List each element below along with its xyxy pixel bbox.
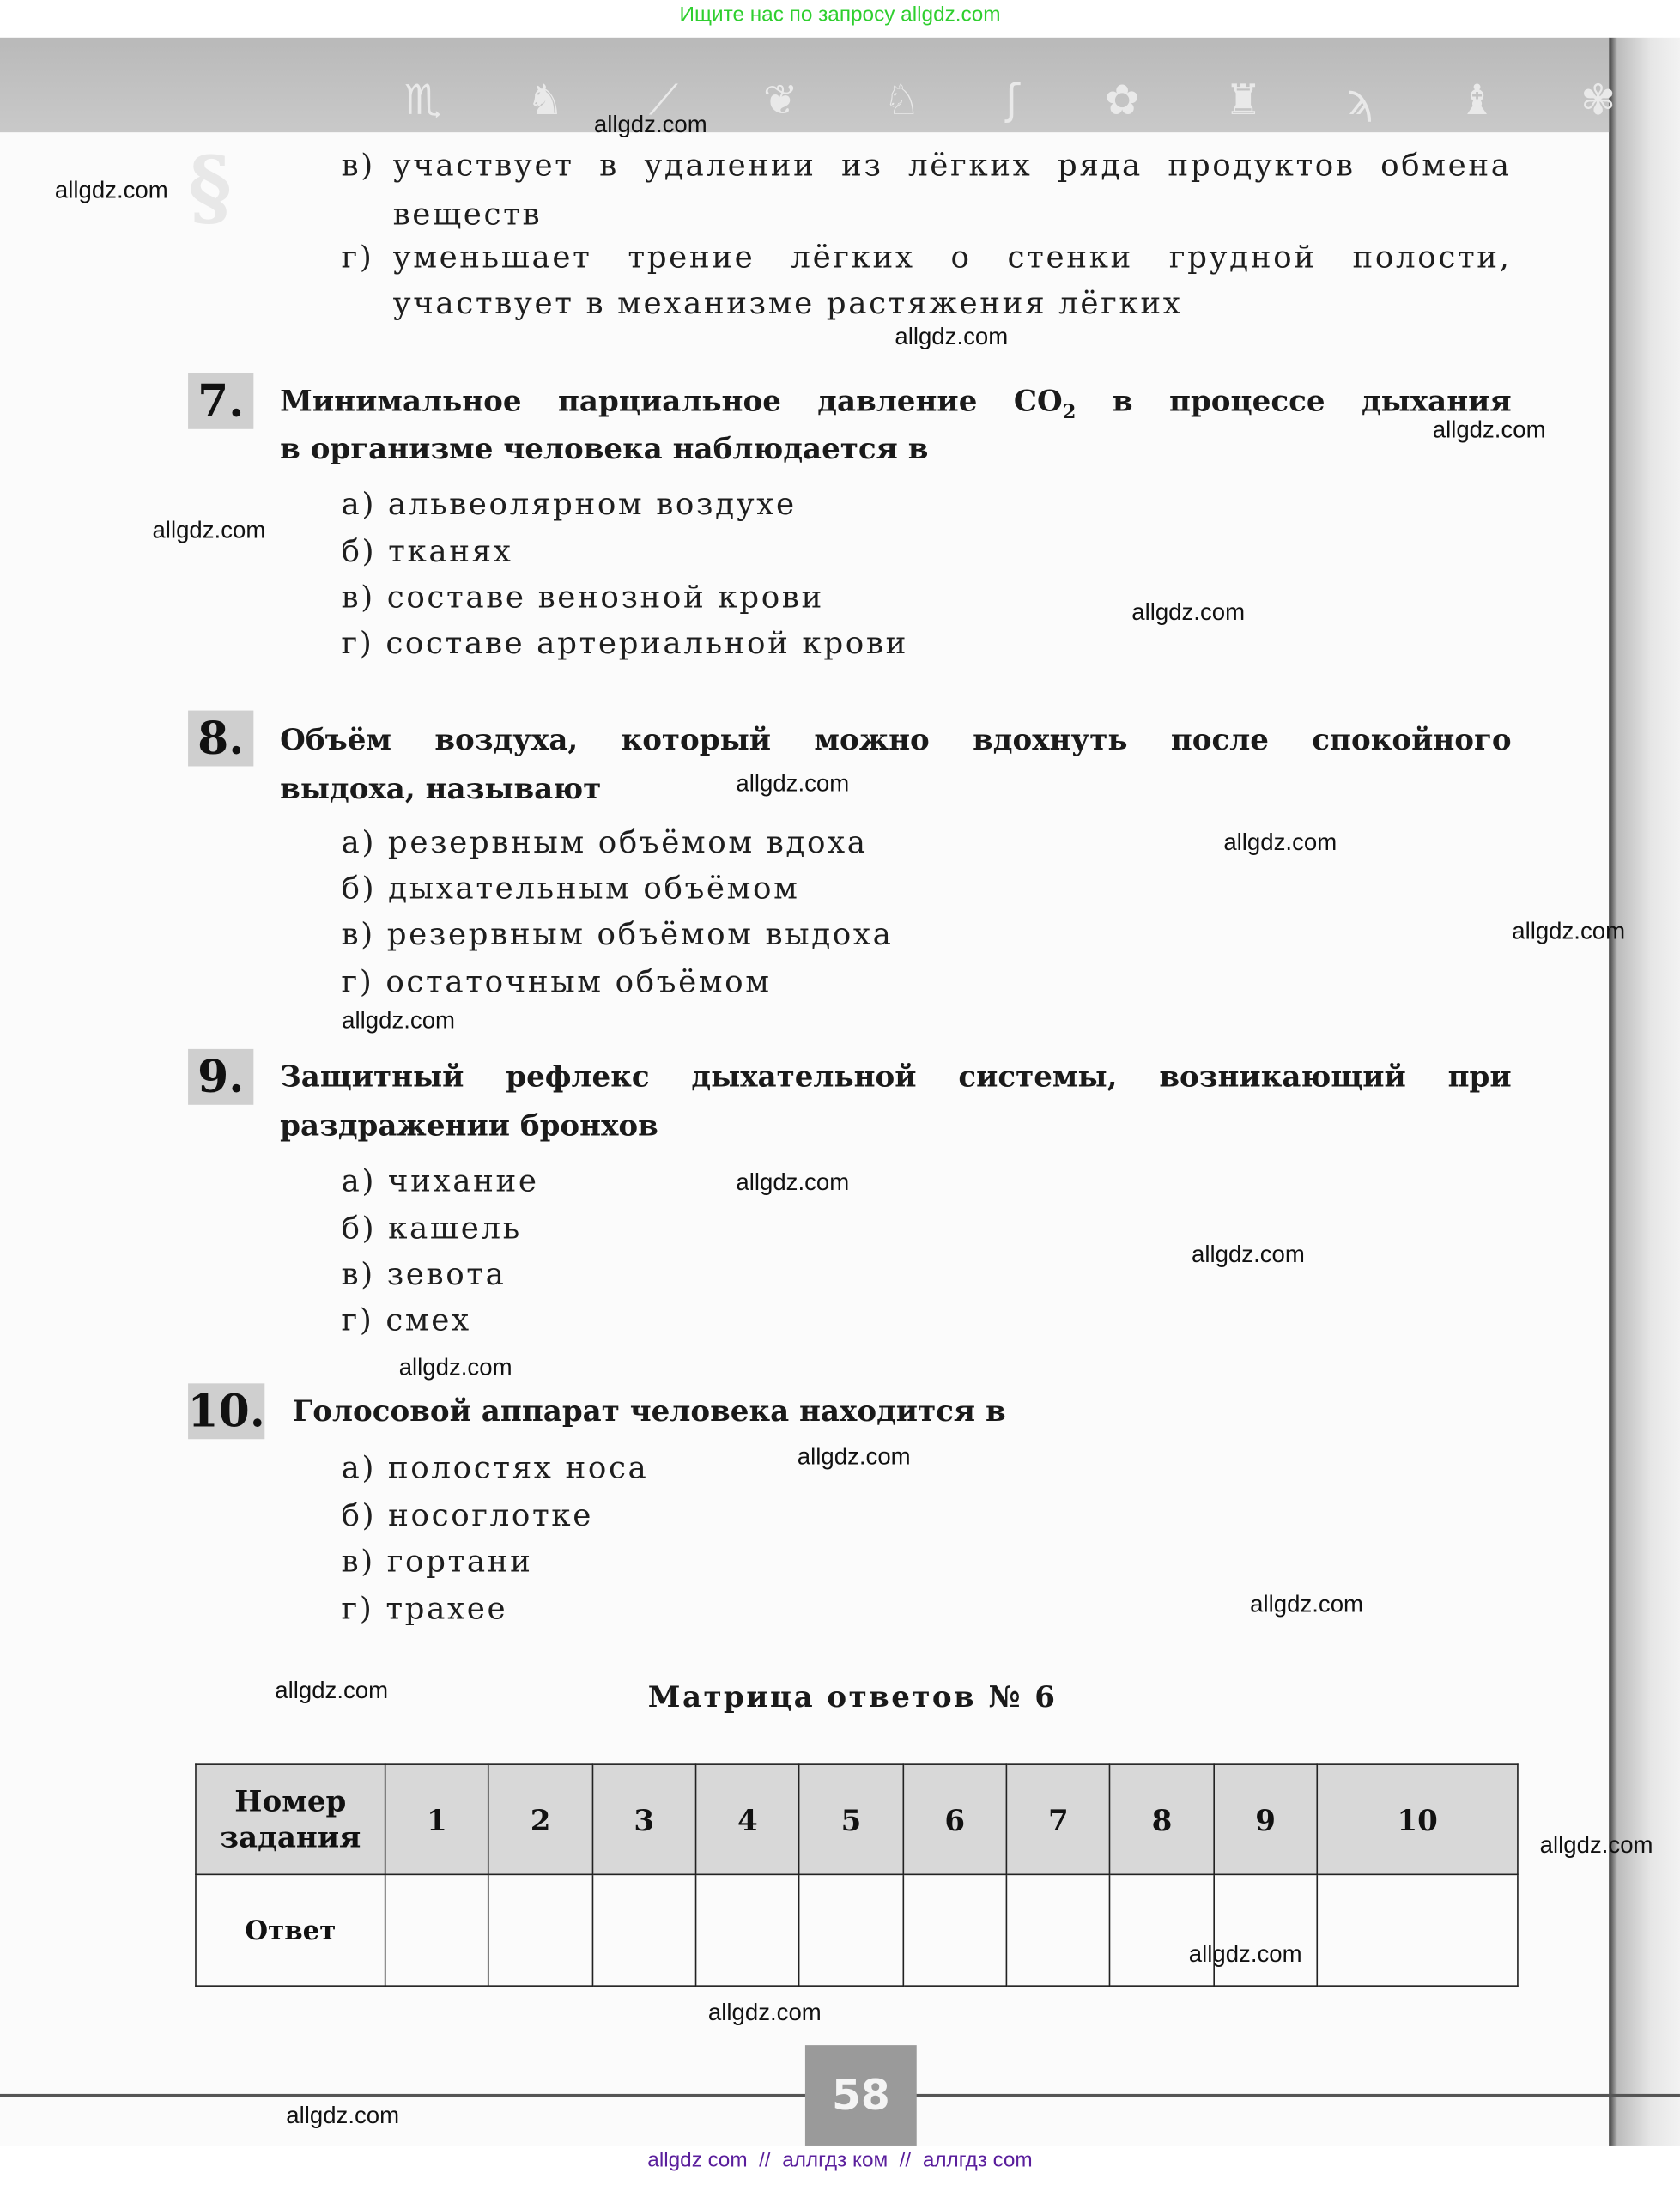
question-10-option-v: в) гортани [341, 1545, 533, 1581]
question-7-number: 7. [188, 373, 253, 429]
question-10-option-b: б) носоглотке [341, 1499, 593, 1534]
bleed-through-decoration: § [188, 139, 233, 237]
moth-icon: ✾ [1580, 76, 1616, 126]
question-8-option-b: б) дыхательным объёмом [341, 871, 800, 907]
question-9-number: 9. [188, 1049, 253, 1105]
question-10-option-g: г) трахее [341, 1592, 508, 1628]
bird-icon: ⟋ [648, 76, 678, 126]
question-9-option-b: б) кашель [341, 1211, 522, 1247]
question-10-number: 10. [187, 1384, 265, 1438]
fish-icon: ❦ [762, 76, 798, 126]
answer-cell-4[interactable] [696, 1874, 800, 1986]
question-7-text-line1: Минимальное парциальное давление $CO_2$ в процессе дыхания [280, 383, 1512, 424]
animal-silhouettes-decoration [404, 56, 1616, 125]
watermark: allgdz.com [1192, 1241, 1305, 1268]
question-7-option-g: г) составе артериальной крови [341, 627, 908, 662]
question-10-option-a: а) полостях носа [341, 1451, 649, 1487]
matrix-column-3: 3 [592, 1764, 696, 1874]
watermark: allgdz.com [1223, 828, 1337, 856]
watermark: allgdz.com [398, 1354, 512, 1381]
matrix-column-4: 4 [696, 1764, 800, 1874]
search-banner[interactable]: Ищите нас по запросу allgdz.com [679, 3, 1001, 27]
question-9-option-a: а) чихание [341, 1164, 539, 1200]
question-8-text-line1: Объём воздуха, который можно вдохнуть после спокойного [280, 721, 1512, 757]
question-7-option-v: в) составе венозной крови [341, 580, 824, 616]
matrix-header-label: Номер задания [196, 1764, 385, 1874]
question-7-option-b: б) тканях [341, 535, 513, 570]
watermark: allgdz.com [1512, 918, 1626, 945]
watermark: allgdz.com [736, 1168, 850, 1196]
continuation-g-line1: уменьшает трение лёгких о стенки грудной полости, [392, 240, 1512, 276]
watermark: allgdz.com [797, 1443, 911, 1470]
butterfly-icon: ✿ [1104, 76, 1140, 126]
watermark: allgdz.com [895, 323, 1009, 350]
question-8-option-v: в) резервным объёмом выдоха [341, 918, 894, 953]
bison-icon: ♜ [1224, 76, 1263, 126]
continuation-g-line2: участвует в механизме растяжения лёгких [392, 287, 1183, 322]
answer-cell-3[interactable] [592, 1874, 696, 1986]
watermark: allgdz.com [1188, 1940, 1302, 1968]
matrix-column-1: 1 [385, 1764, 489, 1874]
answer-cell-9[interactable] [1214, 1874, 1318, 1986]
answer-cell-6[interactable] [903, 1874, 1007, 1986]
continuation-letter-v: в) [341, 149, 375, 185]
matrix-column-5: 5 [799, 1764, 903, 1874]
continuation-v-line2: веществ [392, 197, 543, 233]
matrix-column-8: 8 [1110, 1764, 1214, 1874]
watermark: allgdz.com [1250, 1591, 1364, 1618]
answer-cell-5[interactable] [799, 1874, 903, 1986]
scorpion-icon: ♏ [403, 76, 442, 126]
matrix-answer-row [196, 1874, 1518, 1986]
seahorse-icon: ʃ [1005, 76, 1020, 126]
answer-cell-8[interactable] [1110, 1874, 1214, 1986]
question-7-text-line2: в организме человека наблюдается в [280, 430, 929, 465]
question-9-option-v: в) зевота [341, 1258, 506, 1293]
question-7-option-a: а) альвеолярном воздухе [341, 487, 797, 523]
matrix-column-7: 7 [1007, 1764, 1111, 1874]
watermark: allgdz.com [1432, 416, 1546, 444]
answer-matrix-title: Матрица ответов № 6 [647, 1678, 1058, 1714]
watermark: allgdz.com [593, 111, 707, 138]
question-9-text-line1: Защитный рефлекс дыхательной системы, возникающий при [280, 1059, 1512, 1094]
question-9-text-line2: раздражении бронхов [280, 1108, 658, 1143]
watermark: allgdz.com [707, 1999, 822, 2026]
matrix-answer-label: Ответ [196, 1874, 385, 1986]
watermark: allgdz.com [152, 517, 266, 543]
watermark: allgdz.com [1539, 1831, 1653, 1859]
watermark: allgdz.com [275, 1677, 389, 1704]
question-8-option-a: а) резервным объёмом вдоха [341, 826, 868, 861]
matrix-column-9: 9 [1214, 1764, 1318, 1874]
continuation-letter-g: г) [341, 240, 374, 276]
horse-icon: ♞ [526, 76, 564, 126]
ostrich-icon: ϡ [1347, 76, 1374, 126]
watermark: allgdz.com [1131, 598, 1246, 626]
matrix-column-6: 6 [903, 1764, 1007, 1874]
question-8-text-line2: выдоха, называют [280, 770, 602, 805]
question-8-number: 8. [188, 711, 253, 767]
watermark: allgdz.com [342, 1007, 456, 1035]
watermark: allgdz.com [286, 2102, 400, 2129]
matrix-column-10: 10 [1317, 1764, 1518, 1874]
continuation-v-line1: участвует в удалении из лёгких ряда продуктов обмена [392, 149, 1512, 185]
answer-cell-1[interactable] [385, 1874, 489, 1986]
question-9-option-g: г) смех [341, 1303, 471, 1339]
watermark: allgdz.com [54, 177, 168, 203]
answer-cell-7[interactable] [1007, 1874, 1111, 1986]
antelope-icon: ♘ [882, 76, 921, 126]
page-edge [1609, 38, 1680, 2146]
answer-matrix-table [195, 1763, 1519, 1987]
answer-cell-2[interactable] [488, 1874, 592, 1986]
kangaroo-icon: ♝ [1458, 76, 1496, 126]
page-number: 58 [805, 2045, 917, 2146]
watermark: allgdz.com [736, 770, 850, 798]
question-10-text: Голосовой аппарат человека находится в [292, 1393, 1006, 1429]
matrix-column-2: 2 [488, 1764, 592, 1874]
answer-cell-10[interactable] [1317, 1874, 1518, 1986]
question-8-option-g: г) остаточным объёмом [341, 965, 772, 1001]
footer-links[interactable]: allgdz com // аллгдз ком // аллгдз com [647, 2148, 1033, 2172]
matrix-header-row [196, 1764, 1518, 1874]
